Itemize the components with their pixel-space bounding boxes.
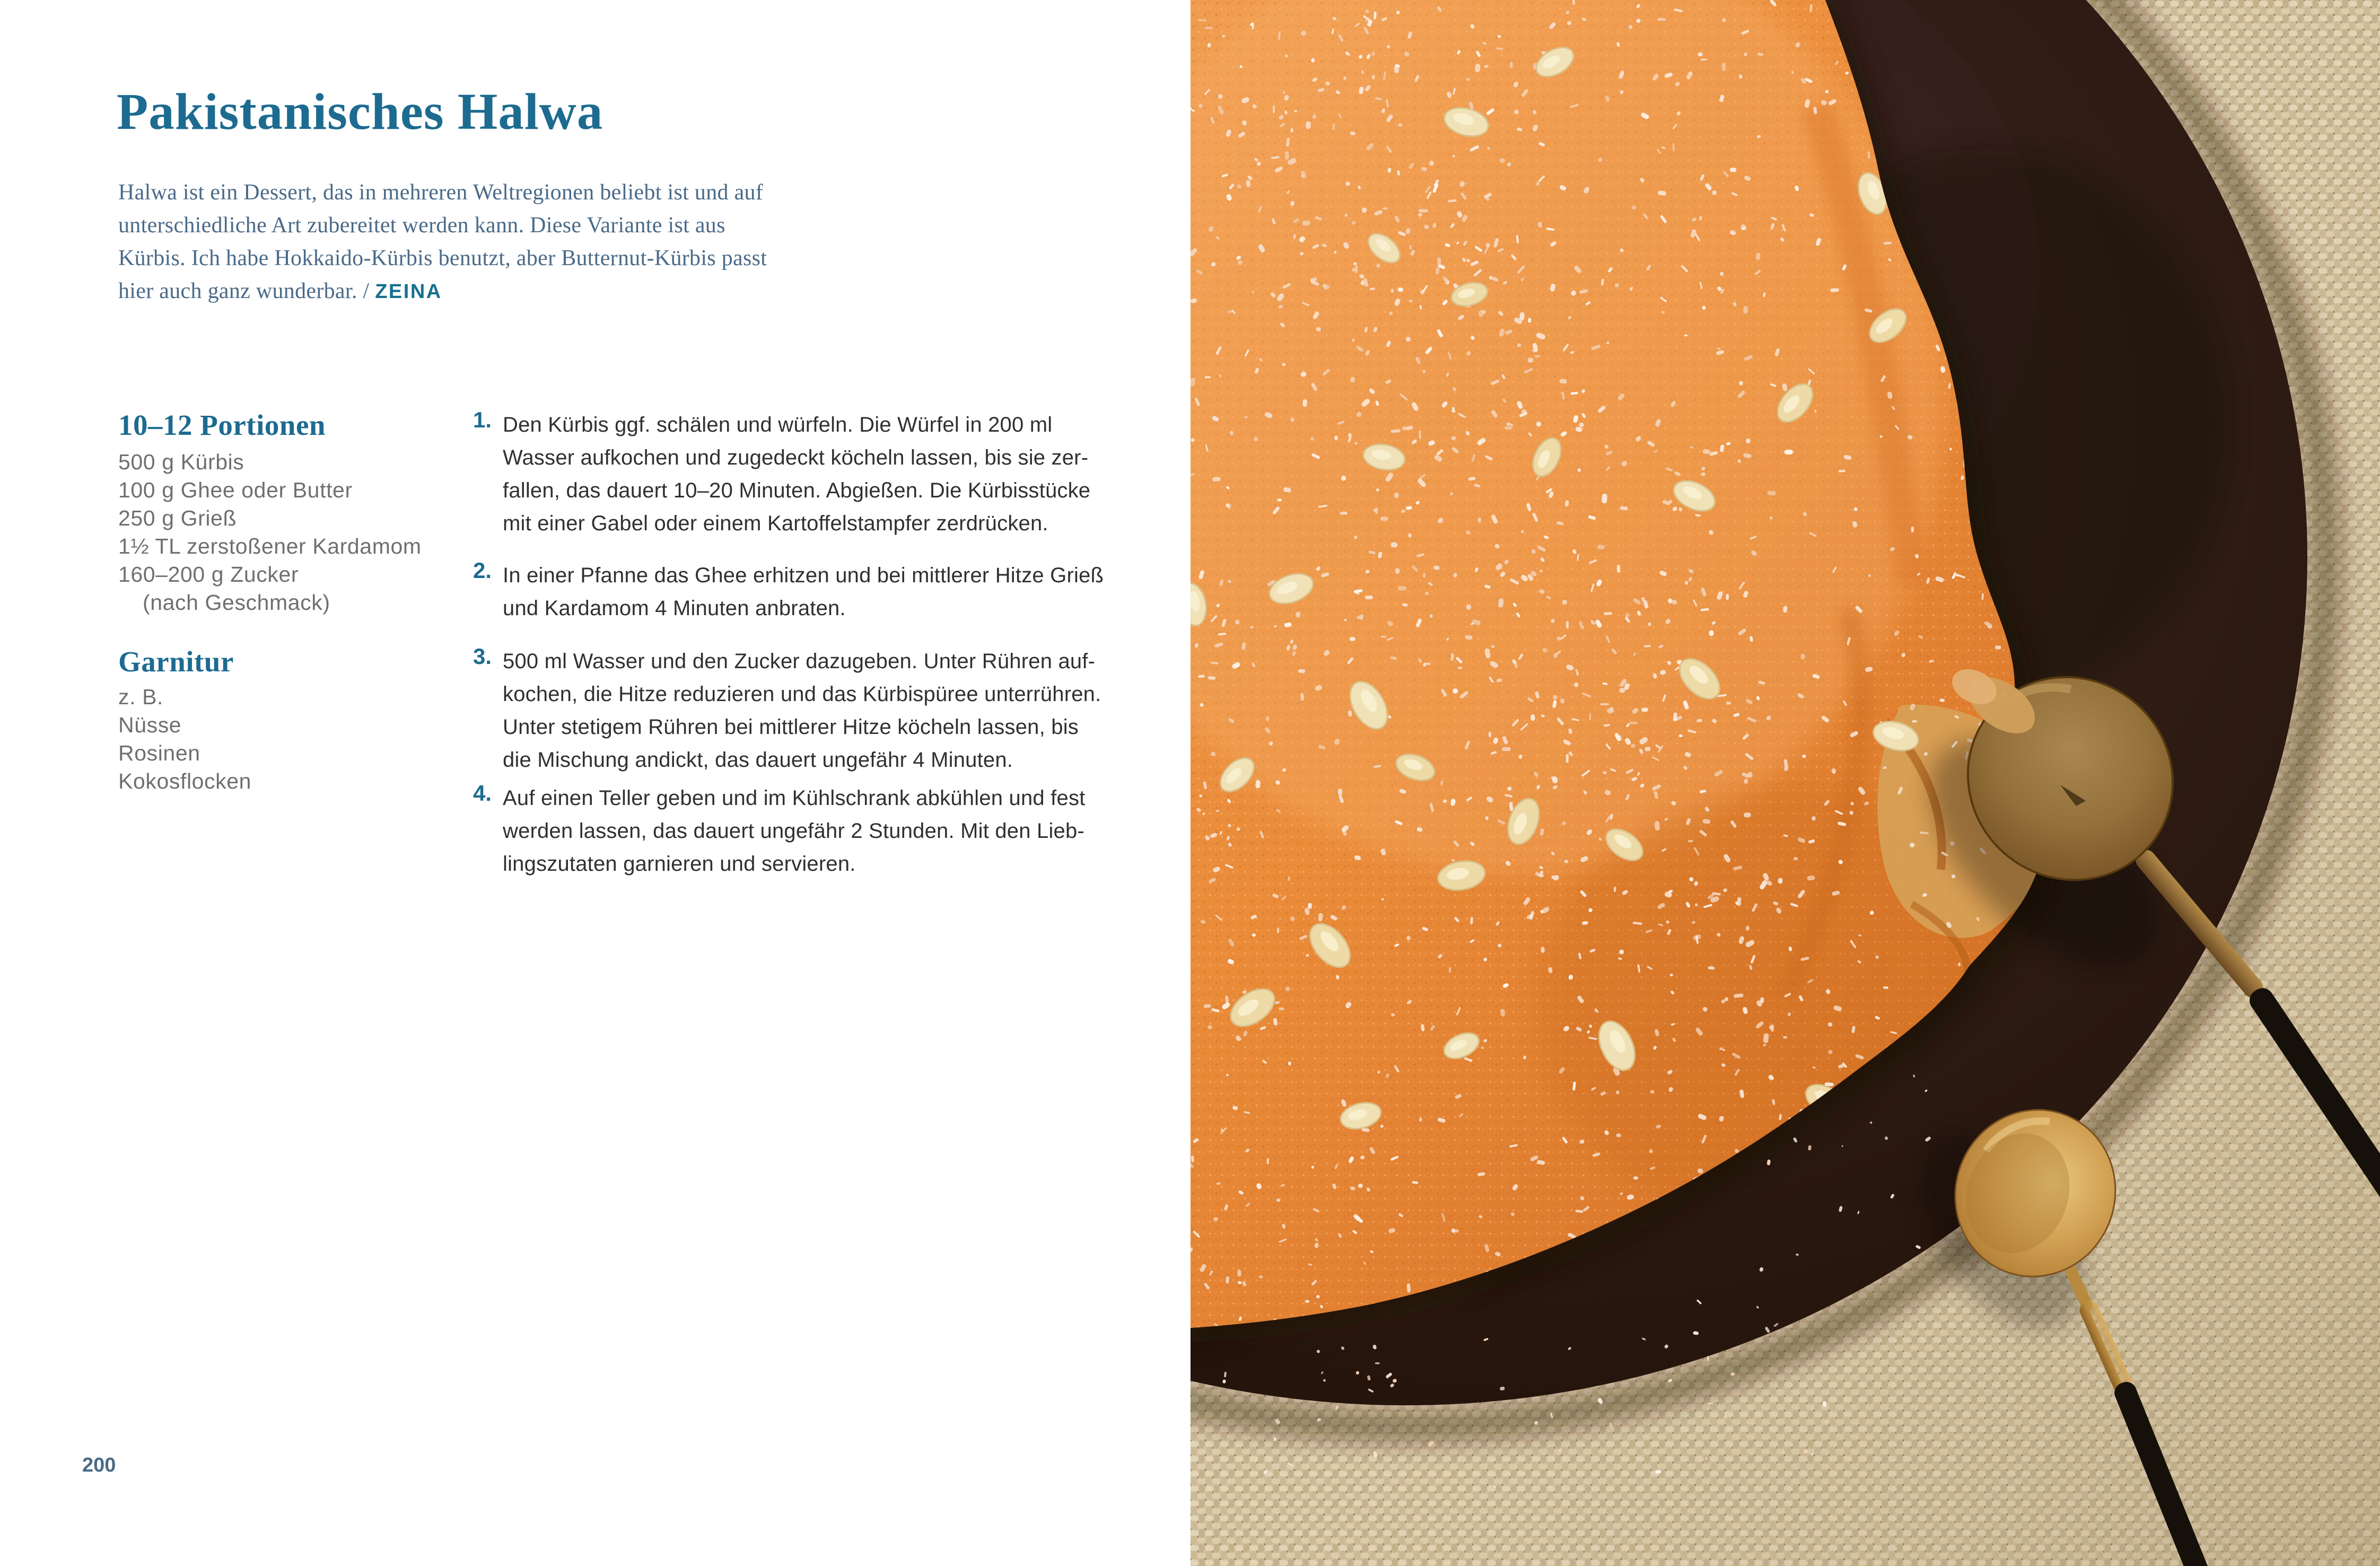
step-line: die Mischung andickt, das dauert ungefähr 4 Minuten. bbox=[503, 748, 1013, 772]
step-line: Wasser aufkochen und zugedeckt köcheln lassen, bis sie zer- bbox=[503, 446, 1089, 469]
step-number: 3. bbox=[473, 644, 492, 669]
recipe-photo bbox=[1191, 0, 2380, 1566]
intro-line-text: hier auch ganz wunderbar. / bbox=[118, 279, 370, 303]
step-line: Unter stetigem Rühren bei mittlerer Hitze köcheln lassen, bis bbox=[503, 715, 1079, 739]
garnish-item: z. B. bbox=[118, 685, 164, 709]
ingredient-item: 100 g Ghee oder Butter bbox=[118, 478, 353, 502]
intro-line: unterschiedliche Art zubereitet werden kann. Diese Variante ist aus bbox=[118, 213, 725, 238]
step-line: mit einer Gabel oder einem Kartoffelstampfer zerdrücken. bbox=[503, 512, 1048, 535]
garnish-item: Kokosflocken bbox=[118, 769, 252, 793]
ingredient-item: (nach Geschmack) bbox=[143, 590, 330, 615]
step-line: werden lassen, das dauert ungefähr 2 Stunden. Mit den Lieb- bbox=[503, 819, 1084, 843]
step-line: Den Kürbis ggf. schälen und würfeln. Die Würfel in 200 ml bbox=[503, 413, 1053, 436]
ingredient-list bbox=[118, 448, 422, 617]
garnish-heading: Garnitur bbox=[118, 645, 234, 678]
step-item bbox=[473, 781, 1086, 880]
intro-line: Kürbis. Ich habe Hokkaido-Kürbis benutzt, aber Butternut-Kürbis passt bbox=[118, 246, 767, 270]
step-line: und Kardamom 4 Minuten anbraten. bbox=[503, 597, 846, 620]
step-item bbox=[473, 407, 1091, 540]
garnish-item: Nüsse bbox=[118, 713, 182, 737]
ingredient-item: 160–200 g Zucker bbox=[118, 562, 299, 587]
intro-line: Halwa ist ein Dessert, das in mehreren Weltregionen beliebt ist und auf bbox=[118, 180, 764, 205]
author-credit: ZEINA bbox=[375, 281, 442, 303]
step-number: 2. bbox=[473, 558, 492, 583]
step-line: 500 ml Wasser und den Zucker dazugeben. Unter Rühren auf- bbox=[503, 650, 1096, 673]
step-line: In einer Pfanne das Ghee erhitzen und bei mittlerer Hitze Grieß bbox=[503, 564, 1104, 587]
garnish-item: Rosinen bbox=[118, 741, 200, 765]
garnish-list bbox=[118, 683, 251, 795]
intro-line bbox=[118, 275, 871, 308]
step-line: Auf einen Teller geben und im Kühlschrank abkühlen und fest bbox=[503, 786, 1086, 810]
step-number: 1. bbox=[473, 407, 492, 432]
servings-heading: 10–12 Portionen bbox=[118, 409, 326, 441]
ingredient-item: 500 g Kürbis bbox=[118, 450, 244, 474]
step-number: 4. bbox=[473, 781, 492, 806]
step-item bbox=[473, 644, 1101, 776]
step-line: kochen, die Hitze reduzieren und das Kürbispüree unterrühren. bbox=[503, 683, 1101, 706]
page-number: 200 bbox=[82, 1454, 116, 1476]
step-item bbox=[473, 558, 1104, 625]
ingredient-item: 1½ TL zerstoßener Kardamom bbox=[118, 534, 422, 558]
page-title: Pakistanisches Halwa bbox=[117, 83, 603, 140]
recipe-intro bbox=[118, 176, 871, 308]
step-line: lingszutaten garnieren und servieren. bbox=[503, 852, 856, 876]
step-line: fallen, das dauert 10–20 Minuten. Abgießen. Die Kürbisstücke bbox=[503, 479, 1091, 502]
ingredient-item: 250 g Grieß bbox=[118, 506, 237, 530]
